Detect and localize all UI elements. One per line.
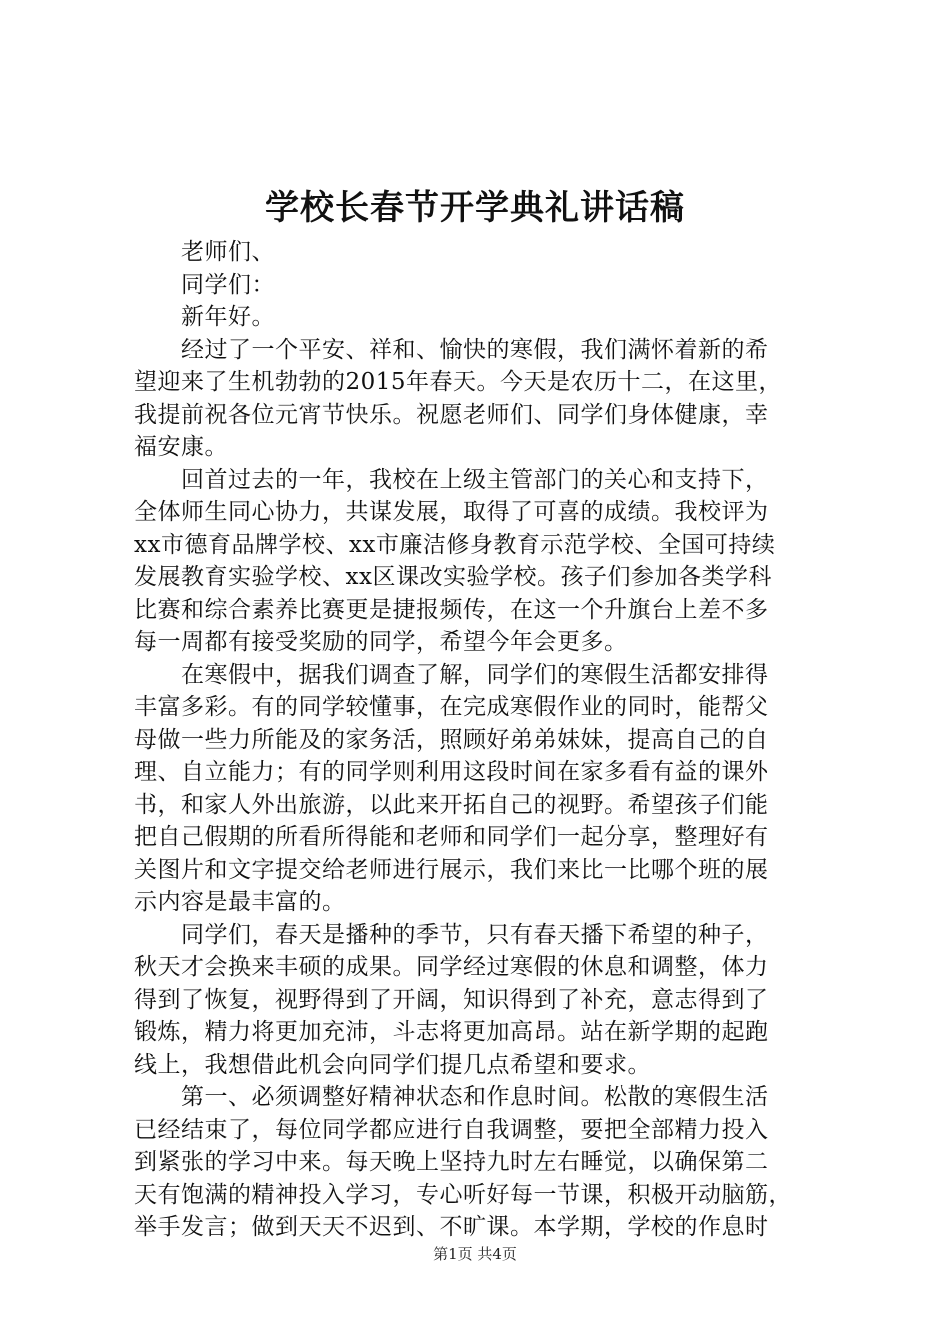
text-line: 举手发言；做到天天不迟到、不旷课。本学期，学校的作息时 [134, 1214, 769, 1240]
text-line: 回首过去的一年，我校在上级主管部门的关心和支持下， [134, 466, 769, 493]
text-line: 经过了一个平安、祥和、愉快的寒假，我们满怀着新的希 [134, 336, 769, 363]
text-line: 每一周都有接受奖励的同学，希望今年会更多。 [134, 629, 628, 655]
text-line: 到紧张的学习中来。每天晚上坚持九时左右睡觉，以确保第二 [134, 1149, 769, 1175]
text-line: 得到了恢复，视野得到了开阔，知识得到了补充，意志得到了 [134, 986, 769, 1013]
text-line: 线上，我想借此机会向同学们提几点希望和要求。 [134, 1051, 651, 1078]
text-line: 天有饱满的精神投入学习，专心听好每一节课，积极开动脑筋， [134, 1181, 792, 1208]
text-line: 全体师生同心协力，共谋发展，取得了可喜的成绩。我校评为 [134, 499, 769, 525]
text-line: 比赛和综合素养比赛更是捷报频传，在这一个升旗台上差不多 [134, 596, 769, 623]
text-line: 同学们，春天是播种的季节，只有春天播下希望的种子， [134, 921, 769, 948]
text-line: 秋天才会换来丰硕的成果。同学经过寒假的休息和调整，体力 [134, 954, 769, 980]
text-line: 关图片和文字提交给老师进行展示，我们来比一比哪个班的展 [134, 856, 769, 883]
text-line: 书，和家人外出旅游，以此来开拓自己的视野。希望孩子们能 [134, 791, 769, 818]
text-line: 母做一些力所能及的家务活，照顾好弟弟妹妹，提高自己的自 [134, 726, 769, 753]
text-line: 望迎来了生机勃勃的2015年春天。今天是农历十二，在这里， [134, 369, 783, 395]
text-line: 已经结束了，每位同学都应进行自我调整，要把全部精力投入 [134, 1116, 769, 1143]
text-line: 发展教育实验学校、xx区课改实验学校。孩子们参加各类学科 [134, 564, 772, 590]
text-line: 我提前祝各位元宵节快乐。祝愿老师们、同学们身体健康，幸 [134, 401, 769, 428]
text-line: 福安康。 [134, 434, 228, 460]
document-title: 学校长春节开学典礼讲话稿 [265, 188, 685, 228]
text-line: 理、自立能力；有的同学则利用这段时间在家多看有益的课外 [134, 759, 769, 785]
text-line: 新年好。 [134, 304, 275, 330]
text-line: 在寒假中，据我们调查了解，同学们的寒假生活都安排得 [134, 661, 769, 688]
document-body [134, 236, 824, 1244]
text-line: 同学们： [134, 271, 275, 298]
text-line: 第一、必须调整好精神状态和作息时间。松散的寒假生活 [134, 1084, 769, 1110]
text-line: 把自己假期的所看所得能和老师和同学们一起分享，整理好有 [134, 824, 769, 850]
text-line: 锻炼，精力将更加充沛，斗志将更加高昂。站在新学期的起跑 [134, 1019, 769, 1045]
text-line: 老师们、 [134, 239, 275, 265]
text-line: xx市德育品牌学校、xx市廉洁修身教育示范学校、全国可持续 [134, 531, 776, 558]
page-number-footer: 第1页 共4页 [433, 1245, 517, 1263]
text-line: 丰富多彩。有的同学较懂事，在完成寒假作业的同时，能帮父 [134, 694, 769, 720]
text-line: 示内容是最丰富的。 [134, 889, 346, 915]
